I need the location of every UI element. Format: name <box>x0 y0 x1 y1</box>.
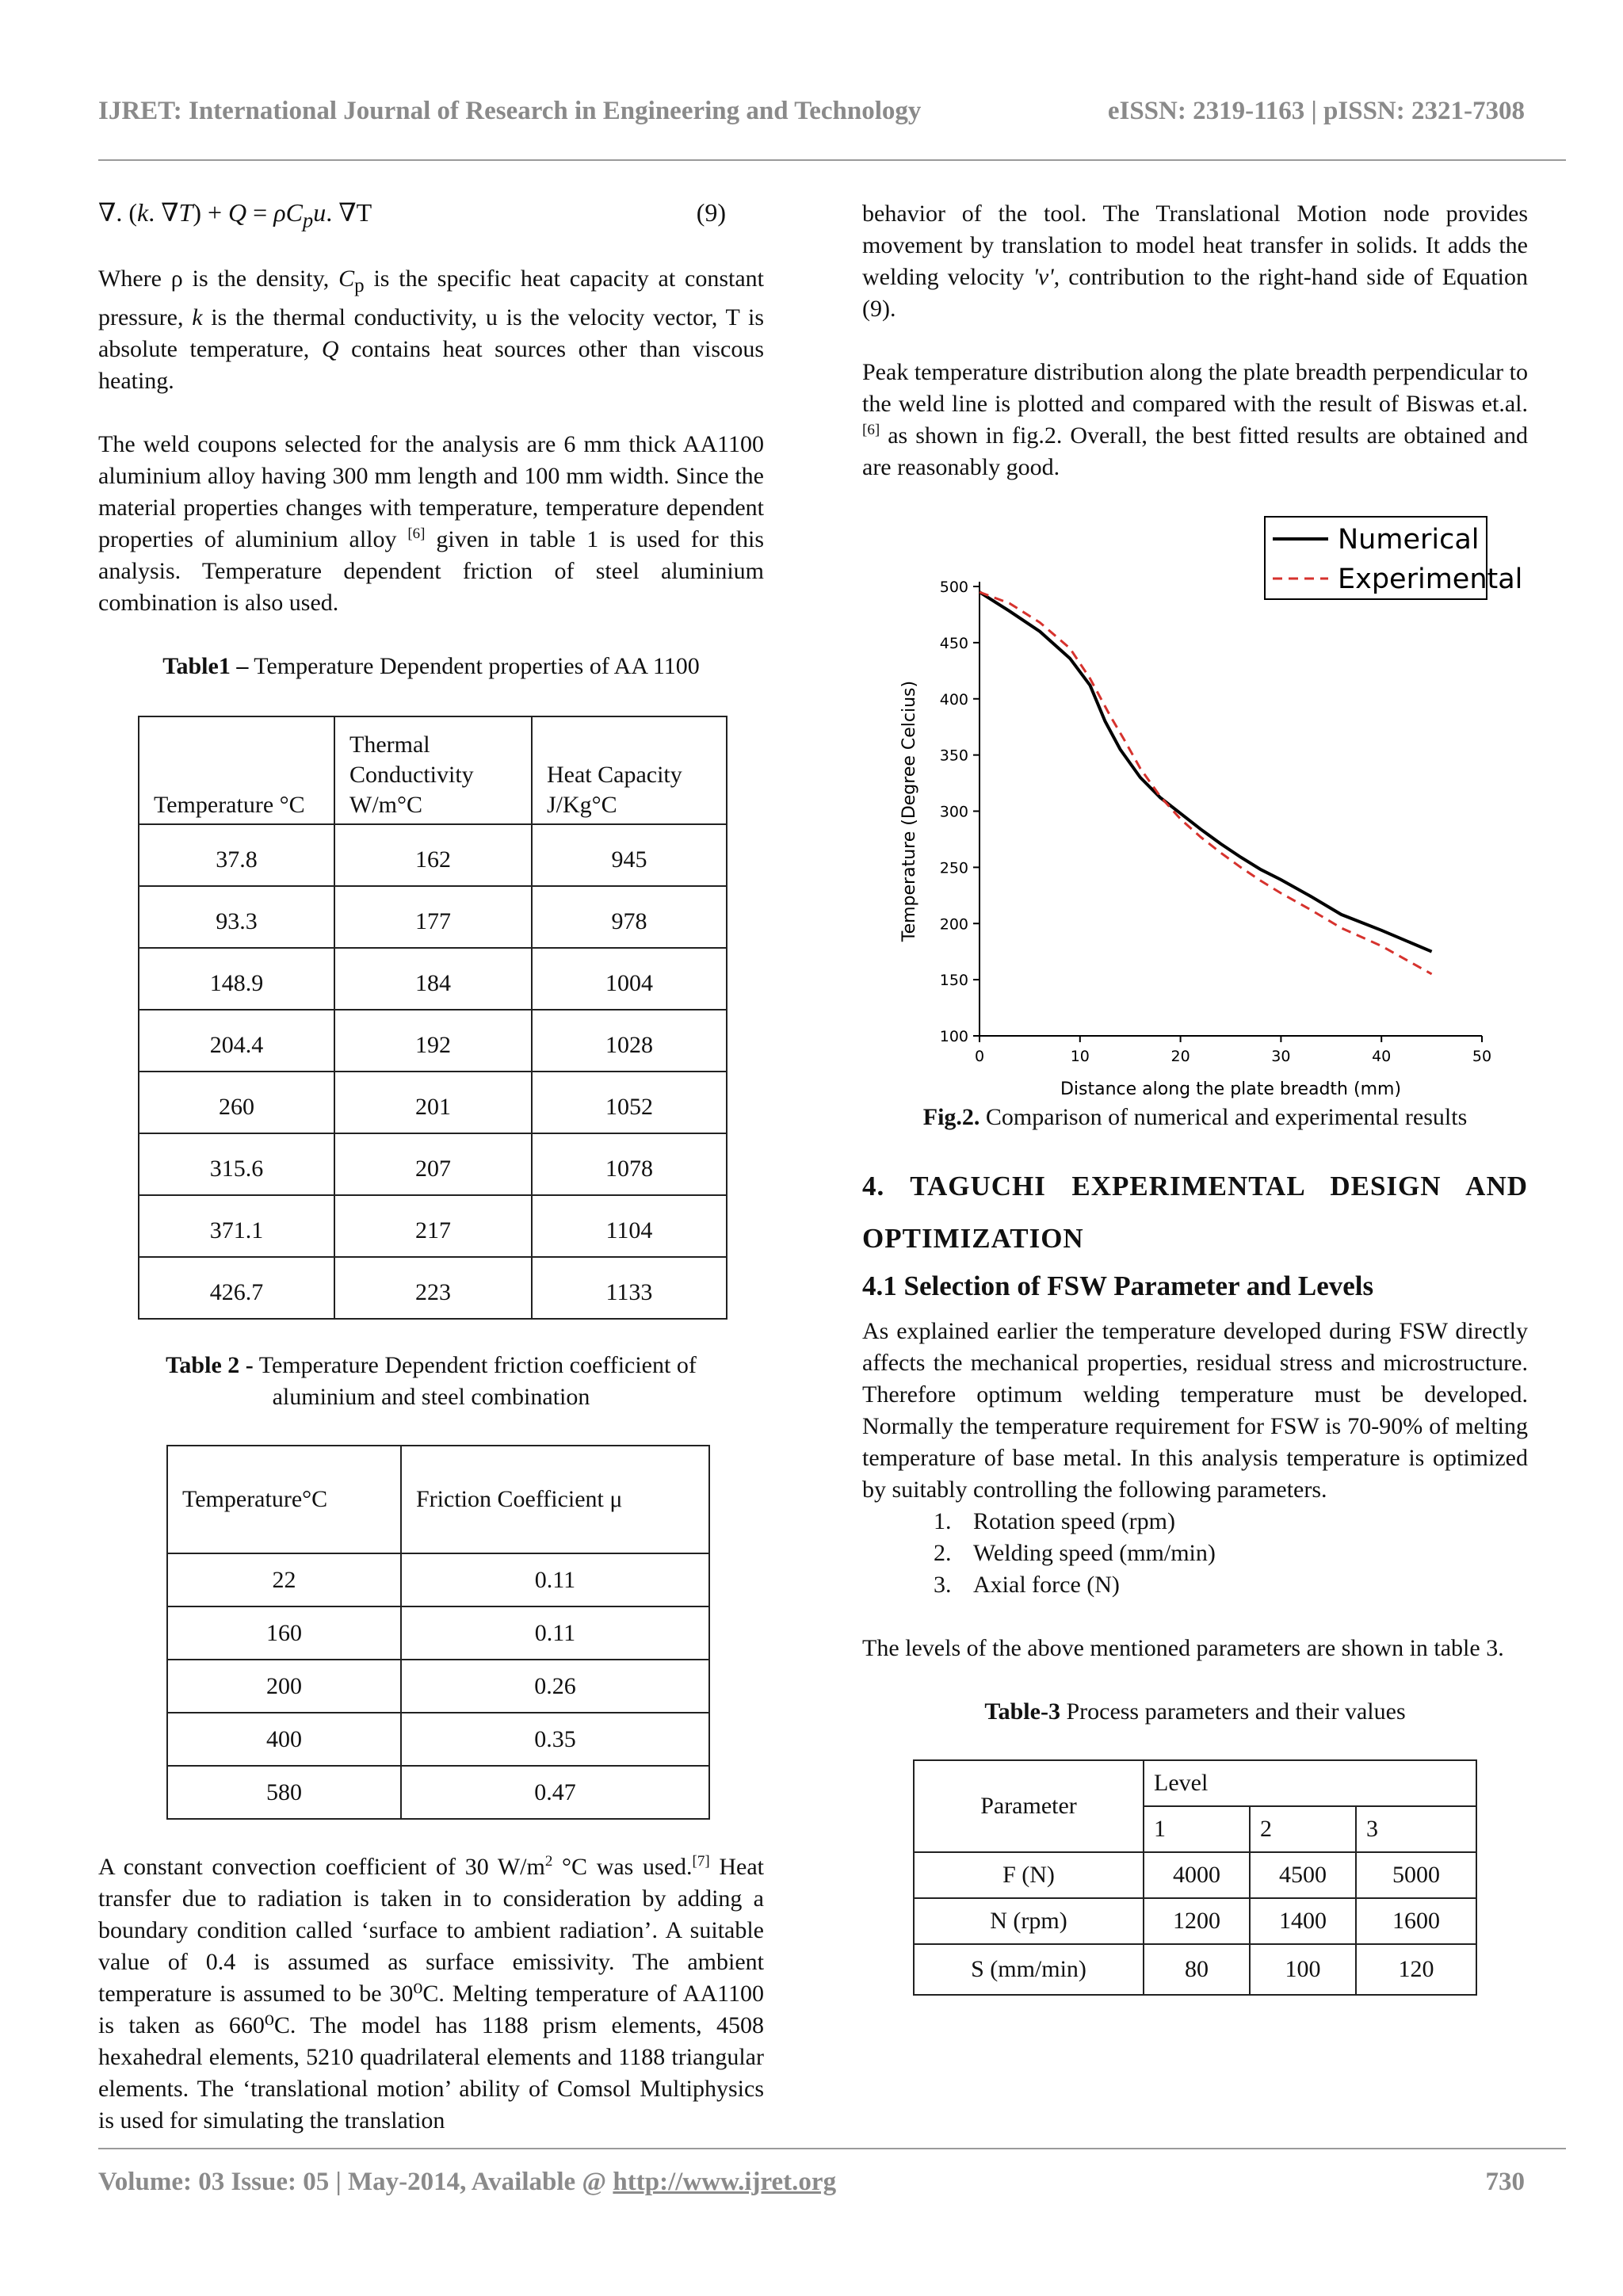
table-row: 93.3 177 978 <box>139 886 727 948</box>
y-tick-label: 100 <box>939 1028 968 1045</box>
t2-header-friction: Friction Coefficient μ <box>401 1446 709 1553</box>
series-line-numerical <box>980 592 1432 952</box>
para-explained: As explained earlier the temperature developed during FSW directly affects the mechanical properties, residual stress and microstructure. Therefore optimum welding temperature must be developed. Normally the temperature requirement for FSW is 70-90% of melting temperature of base metal. In this analysis temperature is optimized by suitably controlling the following parameters. <box>862 1318 1528 1503</box>
table-row: 37.8 162 945 <box>139 824 727 886</box>
x-tick-label: 40 <box>1372 1048 1392 1065</box>
t1-header-capacity: Heat Capacity J/Kg°C <box>532 716 727 824</box>
chart-svg <box>862 499 1528 1099</box>
t3-header-level: Level <box>1144 1760 1476 1806</box>
y-tick-label: 400 <box>939 690 968 709</box>
para-levels: The levels of the above mentioned parameters are shown in table 3. <box>862 1635 1504 1661</box>
y-tick-label: 500 <box>939 579 968 596</box>
table-row: 160 0.11 <box>167 1606 709 1660</box>
t1-header-temperature: Temperature °C <box>139 716 334 824</box>
para-peak-temperature: Peak temperature distribution along the plate breadth perpendicular to the weld line is plotted and compared with the result of Biswas et.al.[6] as shown in fig.2. Overall, the best fitted results are obtained and are reasonably good. <box>862 359 1528 480</box>
table-row: 260 201 1052 <box>139 1072 727 1133</box>
right-column <box>862 198 1528 1996</box>
x-tick-label: 0 <box>974 1048 985 1065</box>
t2-header-temperature: Temperature°C <box>167 1446 401 1553</box>
x-tick-label: 30 <box>1271 1048 1291 1065</box>
table2-caption: Table 2 - Temperature Dependent friction coefficient of aluminium and steel combination <box>166 1352 697 1410</box>
journal-title: IJRET: International Journal of Research in Engineering and Technology <box>98 97 922 125</box>
figure-2-chart <box>862 499 1528 1099</box>
header-rule <box>98 159 1566 161</box>
section-4-1-heading: 4.1 Selection of FSW Parameter and Levels <box>862 1270 1374 1301</box>
left-column <box>98 197 764 2137</box>
x-tick-label: 50 <box>1472 1048 1492 1065</box>
figure-2-caption: Fig.2. Comparison of numerical and experimental results <box>922 1104 1468 1130</box>
equation-body: ∇. (k. $\nabla T) + Q = \rho C_pu$. ∇T <box>98 198 372 232</box>
para-convection: A constant convection coefficient of 30 $W/m^2$ °C was used.[7] Heat transfer due to radiation is taken in to consideration by adding a boundary condition called ‘surface to ambient radiation’. A suitable value of 0.4 is assumed as surface emissivity. The ambient temperature is assumed to be 30⁰C. Melting temperature of AA1100 is taken as 660⁰C. The model has 1188 prism elements, 4508 hexahedral elements, 5210 quadrilateral elements and 1188 triangular elements. The ‘translational motion’ ability of Comsol Multiphysics is used for simulating the translation <box>98 1853 765 2134</box>
table-row: S (mm/min) 80 100 120 <box>914 1944 1476 1995</box>
footer-rule <box>98 2148 1566 2149</box>
para-behavior: behavior of the tool. The Translational Motion node provides movement by translation to model heat transfer in solids. It adds the welding velocity 'v', contribution to the right-hand side of Equation (9). <box>862 201 1528 322</box>
list-item: 1. Rotation speed (rpm) <box>957 1506 1528 1538</box>
table1-caption: Table1 – Temperature Dependent properties of AA 1100 <box>162 653 700 679</box>
y-tick-label: 200 <box>939 915 968 934</box>
table-row: 580 0.47 <box>167 1766 709 1819</box>
y-tick-label: 350 <box>939 747 968 765</box>
x-tick-label: 10 <box>1070 1048 1090 1065</box>
table-2 <box>166 1445 710 1820</box>
equation-number: (9) <box>696 198 726 227</box>
y-tick-label: 150 <box>939 972 968 990</box>
table-row: 148.9 184 1004 <box>139 948 727 1010</box>
table-row: 315.6 207 1078 <box>139 1133 727 1195</box>
t3-header-parameter: Parameter <box>914 1760 1144 1852</box>
section-4-heading-cont: OPTIMIZATION <box>862 1223 1084 1254</box>
table-row: 200 0.26 <box>167 1660 709 1713</box>
running-footer <box>98 2168 1525 2197</box>
x-tick-label: 20 <box>1170 1048 1190 1065</box>
ref-6: [6] <box>407 525 426 542</box>
section-4-heading: 4. TAGUCHI EXPERIMENTAL DESIGN AND <box>862 1171 1528 1201</box>
table-row: 371.1 217 1104 <box>139 1195 727 1257</box>
list-item: 3. Axial force (N) <box>957 1569 1528 1601</box>
table-row: 426.7 223 1133 <box>139 1257 727 1319</box>
legend-label: Numerical <box>1338 524 1480 556</box>
table-1 <box>138 716 727 1320</box>
parameter-list <box>862 1506 1528 1601</box>
page-number: 730 <box>1485 2168 1525 2196</box>
volume-info: Volume: 03 Issue: 05 | May-2014, Available @ <box>98 2168 607 2196</box>
table-row: F (N) 4000 4500 5000 <box>914 1852 1476 1898</box>
issn: eISSN: 2319-1163 | pISSN: 2321-7308 <box>1107 97 1525 125</box>
table3-caption: Table-3 Process parameters and their values <box>984 1698 1406 1725</box>
table-row: 22 0.11 <box>167 1553 709 1606</box>
t1-header-conductivity: Thermal Conductivity W/m°C <box>334 716 532 824</box>
table-row: 400 0.35 <box>167 1713 709 1766</box>
y-tick-label: 300 <box>939 803 968 821</box>
para-weld-coupons: The weld coupons selected for the analysis are 6 mm thick AA1100 aluminium alloy having 300 mm length and 100 mm width. Since the material properties changes with temperature, temperature dependent properties of aluminium alloy [6] given in table 1 is used for this analysis. Temperature dependent friction of steel aluminium combination is also used. <box>98 431 764 616</box>
y-axis-label: Temperature (Degree Celcius) <box>899 680 919 942</box>
journal-link[interactable]: http://www.ijret.org <box>613 2168 837 2196</box>
y-tick-label: 250 <box>939 859 968 877</box>
ref-7: [7] <box>692 1853 710 1870</box>
legend-label: Experimental <box>1338 563 1523 595</box>
table-row: N (rpm) 1200 1400 1600 <box>914 1898 1476 1944</box>
table-3: Parameter Level 1 2 3 F (N) 4000 4500 5000 N (rpm) 1200 1400 1600 S (mm/min) 80 100 120 <box>913 1759 1477 1996</box>
x-axis-label: Distance along the plate breadth (mm) <box>1060 1079 1402 1099</box>
table-row: 204.4 192 1028 <box>139 1010 727 1072</box>
series-line-experimental <box>980 592 1432 974</box>
list-item: 2. Welding speed (mm/min) <box>957 1538 1528 1569</box>
para-where: Where ρ is the density, $C_p$ is the specific heat capacity at constant pressure, k is the thermal conductivity, u is the velocity vector, T is absolute temperature, Q contains heat sources other than viscous heating. <box>98 266 765 394</box>
y-tick-label: 450 <box>939 634 968 652</box>
equation-9 <box>98 197 764 231</box>
